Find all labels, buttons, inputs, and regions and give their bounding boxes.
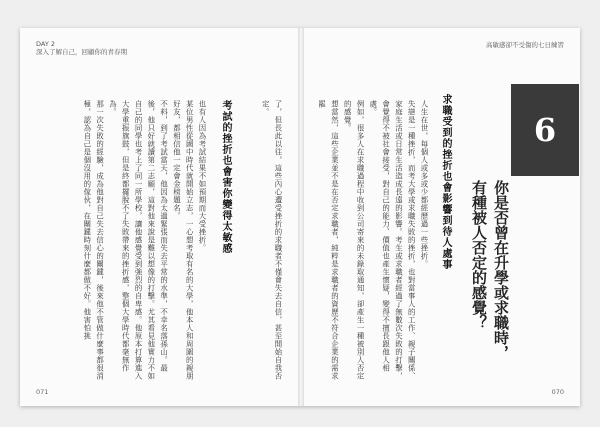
right-page-number: 070 — [551, 388, 564, 396]
chapter-title-line2: 有種被人否定的感覺？ — [470, 180, 488, 330]
left-paragraph-4: 那一次失敗的經驗，成為他對自己失去信心的關鍵，後來他不管做什麼事都很消極，認為自己是個沒用的傢伙，在關鍵時刻什麼都做不好。他害怕挑 — [82, 100, 105, 380]
book-spread — [20, 28, 580, 406]
left-paragraph-1: 也有人因為考試結果不如預期而大受挫折。 — [198, 100, 207, 252]
right-paragraph-3: 例如，很多人在求職過程中收到公司寄來的未錄取通知，卻產生一種被別人否定的感覺。 — [343, 100, 366, 380]
left-header-subtitle: 深入了解自己，回顧你的青春期 — [36, 48, 127, 56]
left-header-day: DAY 2 — [36, 40, 56, 48]
right-section-heading: 求職受到的挫折也會影響到待人處事 — [440, 94, 451, 270]
right-body-text — [317, 100, 430, 380]
left-paragraph-continued: 了，但長此以往，這些內心遭受挫折的求職者不僅會失去自信，甚至開始自我否定。 — [261, 100, 283, 380]
left-page-number: 071 — [36, 388, 49, 396]
chapter-title — [460, 180, 512, 380]
book-gutter — [298, 28, 304, 406]
right-paragraph-1: 人生在世，每個人或多或少都經歷過一些挫折。 — [420, 100, 429, 268]
left-running-header — [36, 40, 127, 56]
right-running-header: 高敏感卻不受傷的七日練習 — [486, 41, 564, 49]
right-paragraph-2: 失戀是一種挫折，而考大學或求職失敗的挫折，也對當事人的工作、親子關係、家庭生活或日常生活造成長遠的影響。考生或求職者經過了無數次失敗的打擊，會覺得不被社會接受，對自己的能力、價值也產生懷疑，變得不擅長跟他人相處。 — [368, 100, 417, 380]
left-body-text — [50, 100, 208, 380]
right-paragraph-4: 想當然，這些企業並不是在否定求職者，純粹是求職者的資歷不符合企業的需求罷 — [317, 100, 340, 380]
left-paragraph-2: 某位男性從國中時代就開始立志，一心想考取有名的大學，他本人和周圍的親朋好友，都相信他一定會金榜題名。 — [172, 100, 195, 380]
left-paragraph-3: 不料，到了考試當天，他因為太過緊張而失去平常的水準，不幸名落孫山。最後，他只好就讀第二志願，這對他來說是難以想像的打擊。尤其看見他實力不如自己的同學也考上了同一所學校，讓他感覺受到強烈的自卑感。他原本打算進入大學重振旗鼓，但是終都擺脫不了失敗帶來的挫折感，整個大學時代都毫無作為。 — [108, 100, 169, 380]
chapter-number-tab: 6 — [511, 84, 579, 176]
chapter-title-line1: 你是否曾在升學或求職時， — [492, 180, 510, 360]
left-body-continuation — [244, 100, 284, 380]
left-section-heading: 考試的挫折也會害你變得太敏感 — [220, 100, 231, 254]
